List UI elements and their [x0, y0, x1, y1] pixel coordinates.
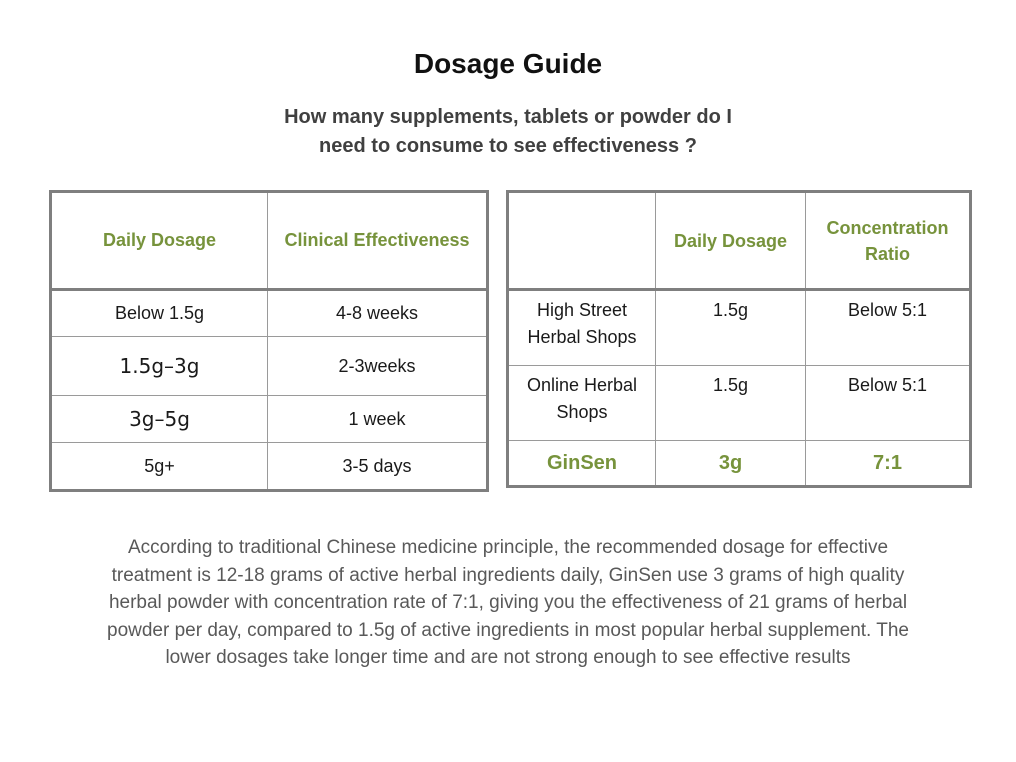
header-source [508, 192, 656, 290]
paragraph-line: treatment is 12-18 grams of active herbal ingredients daily, GinSen use 3 grams of high quality [111, 564, 905, 586]
paragraph-line: powder per day, compared to 1.5g of active ingredients in most popular herbal supplement. The [107, 619, 909, 641]
table-row [51, 396, 488, 443]
explanation-paragraph [60, 534, 956, 672]
page-title: Dosage Guide [413, 48, 603, 79]
header-daily-dosage: Daily Dosage [51, 192, 268, 290]
paragraph-line: According to traditional Chinese medicine principle, the recommended dosage for effective [127, 537, 889, 558]
cell-effectiveness: 4-8 weeks [268, 290, 488, 337]
cell-source: High Street Herbal Shops [508, 290, 656, 366]
cell-daily-dosage: 1.5g [656, 290, 806, 366]
header-daily-dosage: Daily Dosage [656, 192, 806, 290]
table-header-row [51, 192, 488, 290]
header-clinical-effectiveness: Clinical Effectiveness [268, 192, 488, 290]
table-row [51, 337, 488, 396]
table-row [508, 290, 971, 366]
table-row-highlight [508, 441, 971, 487]
cell-dosage: 1.5g–3g [51, 337, 268, 396]
page-subtitle [0, 103, 1016, 161]
table-row [51, 443, 488, 491]
cell-dosage: Below 1.5g [51, 290, 268, 337]
cell-effectiveness: 3-5 days [268, 443, 488, 491]
cell-effectiveness: 1 week [268, 396, 488, 443]
paragraph-line: lower dosages take longer time and are not strong enough to see effective results [165, 647, 851, 668]
table-header-row [508, 192, 971, 290]
table-row [51, 290, 488, 337]
subtitle-line: need to consume to see effectiveness ? [319, 135, 697, 157]
source-comparison-table [506, 190, 972, 488]
cell-effectiveness: 2-3weeks [268, 337, 488, 396]
cell-dosage: 5g+ [51, 443, 268, 491]
table-row [508, 366, 971, 441]
dosage-effectiveness-table [49, 190, 489, 492]
cell-concentration-ratio: Below 5:1 [806, 366, 971, 441]
header-concentration-ratio: Concentration Ratio [806, 192, 971, 290]
cell-concentration-ratio: Below 5:1 [806, 290, 971, 366]
paragraph-line: herbal powder with concentration rate of 7:1, giving you the effectiveness of 21 grams of herbal [108, 592, 908, 613]
cell-daily-dosage: 1.5g [656, 366, 806, 441]
cell-concentration-ratio: 7:1 [806, 441, 971, 487]
cell-source: GinSen [508, 441, 656, 487]
cell-dosage: 3g–5g [51, 396, 268, 443]
cell-source: Online Herbal Shops [508, 366, 656, 441]
subtitle-line: How many supplements, tablets or powder do I [284, 106, 732, 128]
cell-daily-dosage: 3g [656, 441, 806, 487]
